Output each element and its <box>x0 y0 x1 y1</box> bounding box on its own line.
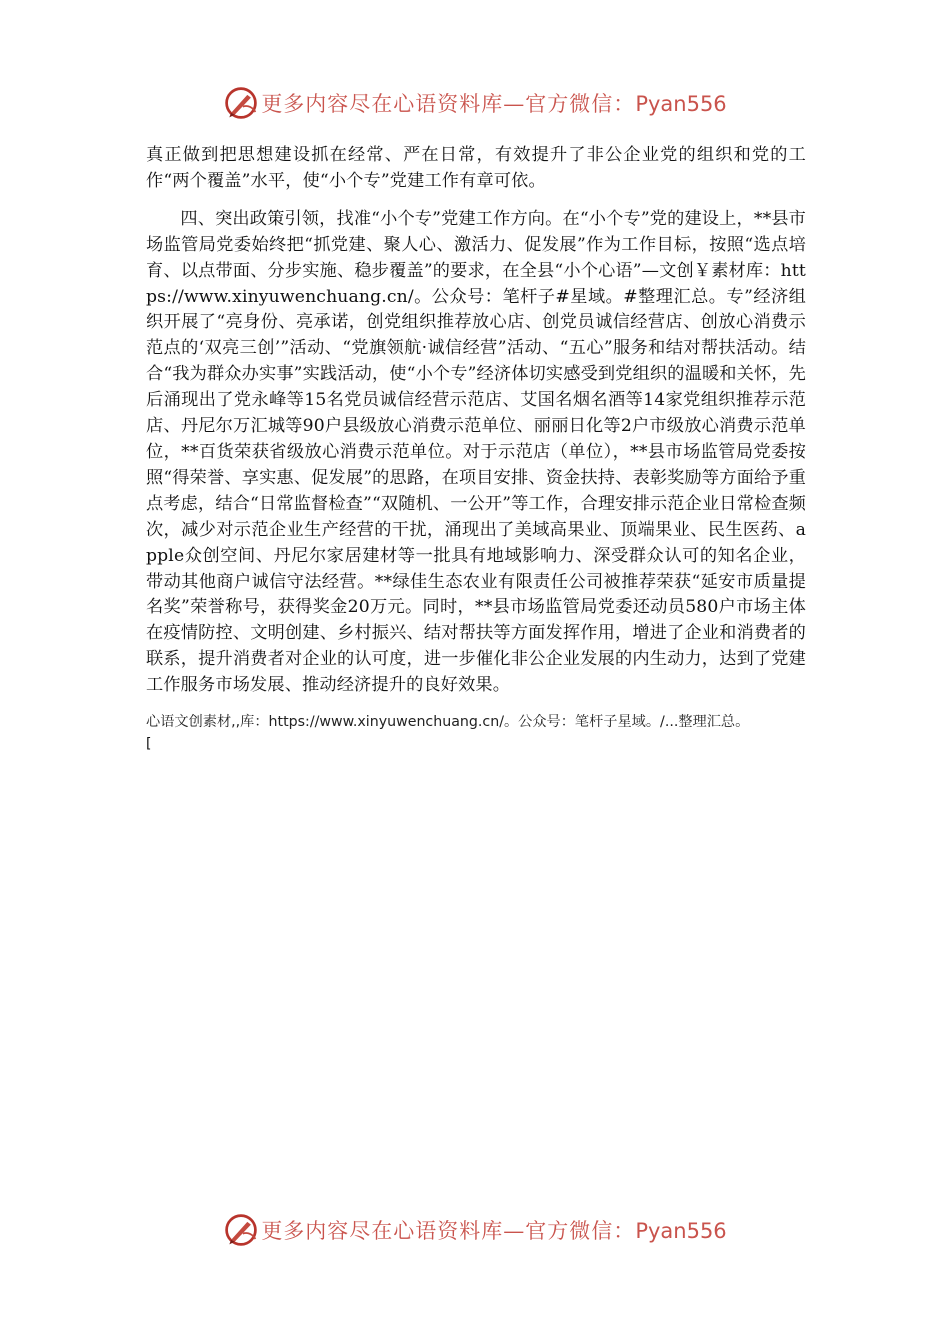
source-footnote: 心语文创素材,,库：https://www.xinyuwenchuang.cn/。公众号：笔杆子星域。/...整理汇总。 <box>146 714 750 731</box>
footer-banner <box>0 1210 950 1250</box>
banner-text: 更多内容尽在心语资料库—官方微信：Pyan556 <box>261 92 727 116</box>
paragraph-2: 四、突出政策引领，找准“小个专”党建工作方向。在“小个专”党的建设上，**县市场监管局党委始终把“抓党建、聚人心、激活力、促发展”作为工作目标，按照“选点培育、以点带面、分步实施、稳步覆盖”的要求，在全县“小个心语”—文创￥素材库：https://www.xinyuwenchuang.cn/。公众号：笔杆子#星域。#整理汇总。专”经济组织开展了“亮身份、亮承诺，创党组织推荐放心店、创党员诚信经营店、创放心消费示范点的‘双亮三创’”活动、“党旗领航·诚信经营”活动、“五心”服务和结对帮扶活动。结合“我为群众办实事”实践活动，使“小个专”经济体切实感受到党组织的温暖和关怀，先后涌现出了党永峰等15名党员诚信经营示范店、艾国名烟名酒等14家党组织推荐示范店、丹尼尔万汇城等90户县级放心消费示范单位、丽丽日化等2户市级放心消费示范单位，**百货荣获省级放心消费示范单位。对于示范店（单位），**县市场监管局党委按照“得荣誉、享实惠、促发展”的思路，在项目安排、资金扶持、表彰奖励等方面给予重点考虑，结合“日常监督检查”“双随机、一公开”等工作，合理安排示范企业日常检查频次，减少对示范企业生产经营的干扰，涌现出了美域高果业、顶端果业、民生医药、apple众创空间、丹尼尔家居建材等一批具有地域影响力、深受群众认可的知名企业，带动其他商户诚信守法经营。**绿佳生态农业有限责任公司被推荐荣获“延安市质量提名奖”荣誉称号，获得奖金20万元。同时，**县市场监管局党委还动员580户市场主体在疫情防控、文明创建、乡村振兴、结对帮扶等方面发挥作用，增进了企业和消费者的联系，提升消费者对企业的认可度，进一步催化非公企业发展的内生动力，达到了党建工作服务市场发展、推动经济提升的良好效果。 <box>146 208 806 696</box>
pen-logo-icon <box>223 1212 259 1248</box>
paragraph-1: 真正做到把思想建设抓在经常、严在日常，有效提升了非公企业党的组织和党的工作“两个覆盖”水平，使“小个专”党建工作有章可依。 <box>146 145 806 191</box>
pen-logo-icon <box>223 85 259 121</box>
document-body <box>146 143 806 753</box>
stray-bracket: [ <box>146 736 152 753</box>
banner-text: 更多内容尽在心语资料库—官方微信：Pyan556 <box>261 1219 727 1243</box>
header-banner <box>0 83 950 123</box>
wechat-id: Pyan556 <box>635 92 727 116</box>
wechat-id: Pyan556 <box>635 1219 727 1243</box>
